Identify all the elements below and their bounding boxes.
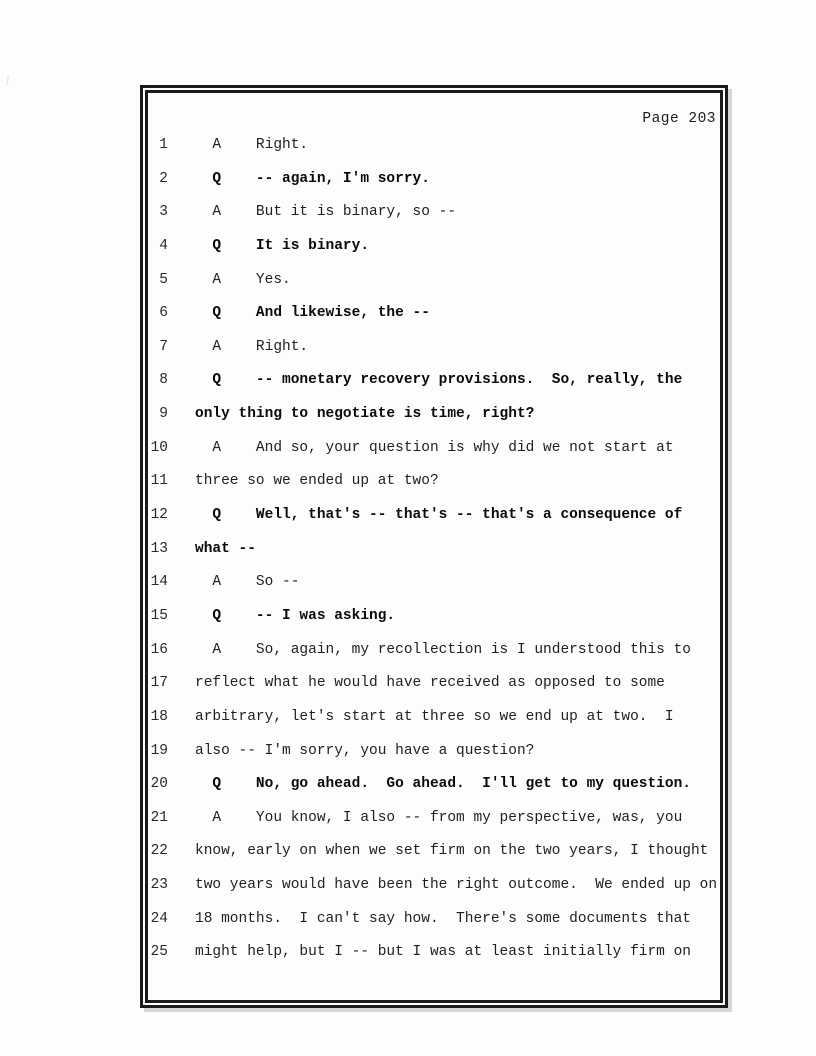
speaker-line-text: A Right. [195, 338, 309, 355]
line-number: 17 [150, 675, 168, 692]
speaker-line-text: Q No, go ahead. Go ahead. I'll get to my question. [195, 776, 691, 793]
line-number: 24 [150, 910, 168, 927]
continuation-line-text: 18 months. I can't say how. There's some documents that [195, 910, 691, 927]
scan-artifact [6, 75, 14, 86]
line-number: 22 [150, 843, 168, 860]
line-number: 12 [150, 507, 168, 524]
speaker-line-text: A Right. [195, 137, 309, 153]
line-number: 18 [150, 708, 168, 725]
transcript-line [148, 331, 720, 365]
transcript-border-frame [140, 85, 728, 1008]
line-number: 4 [159, 237, 168, 254]
transcript-line [148, 230, 720, 264]
speaker-line-text: A So, again, my recollection is I understood this to [195, 641, 691, 658]
line-number: 7 [159, 338, 168, 355]
transcript-line [148, 903, 720, 937]
continuation-line-text: only thing to negotiate is time, right? [195, 406, 535, 423]
continuation-line-text: two years would have been the right outcome. We ended up on [195, 877, 718, 894]
transcript-line [148, 398, 720, 432]
continuation-line-text: three so we ended up at two? [195, 473, 439, 490]
transcript-line [148, 566, 720, 600]
speaker-line-text: Q -- again, I'm sorry. [195, 170, 430, 187]
line-number: 14 [150, 574, 168, 591]
transcript-line [148, 499, 720, 533]
transcript-line [148, 196, 720, 230]
continuation-line-text: arbitrary, let's start at three so we end up at two. I [195, 708, 674, 725]
transcript-line [148, 264, 720, 298]
transcript-line [148, 735, 720, 769]
transcript-line [148, 465, 720, 499]
line-number: 23 [150, 877, 168, 894]
transcript-line [148, 432, 720, 466]
transcript-line [148, 768, 720, 802]
line-number: 9 [159, 406, 168, 423]
continuation-line-text: know, early on when we set firm on the two years, I thought [195, 843, 709, 860]
line-number: 20 [150, 776, 168, 793]
continuation-line-text: what -- [195, 540, 256, 557]
transcript-line [148, 533, 720, 567]
transcript-body [148, 129, 720, 970]
line-number: 16 [150, 641, 168, 658]
speaker-line-text: Q It is binary. [195, 237, 370, 254]
line-number: 11 [150, 473, 168, 490]
line-number: 10 [150, 439, 168, 456]
speaker-line-text: A You know, I also -- from my perspective, was, you [195, 809, 683, 826]
transcript-line [148, 802, 720, 836]
line-number: 21 [150, 809, 168, 826]
transcript-line [148, 163, 720, 197]
transcript-line [148, 667, 720, 701]
line-number: 8 [159, 372, 168, 389]
transcript-line [148, 129, 720, 163]
speaker-line-text: A And so, your question is why did we not start at [195, 439, 674, 456]
line-number: 19 [150, 742, 168, 759]
line-number: 13 [150, 540, 168, 557]
transcript-line [148, 869, 720, 903]
line-number: 2 [159, 170, 168, 187]
speaker-line-text: A So -- [195, 574, 300, 591]
transcript-line [148, 835, 720, 869]
line-number: 1 [159, 137, 168, 153]
transcript-line [148, 701, 720, 735]
continuation-line-text: reflect what he would have received as opposed to some [195, 675, 665, 692]
line-number: 6 [159, 305, 168, 322]
speaker-line-text: Q Well, that's -- that's -- that's a consequence of [195, 507, 683, 524]
transcript-line [148, 600, 720, 634]
continuation-line-text: might help, but I -- but I was at least initially firm on [195, 944, 691, 961]
line-number: 5 [159, 271, 168, 288]
continuation-line-text: also -- I'm sorry, you have a question? [195, 742, 535, 759]
line-number: 15 [150, 607, 168, 624]
speaker-line-text: Q -- monetary recovery provisions. So, really, the [195, 372, 683, 389]
speaker-line-text: Q -- I was asking. [195, 607, 396, 624]
line-number: 25 [150, 944, 168, 961]
speaker-line-text: A But it is binary, so -- [195, 204, 457, 221]
line-number: 3 [159, 204, 168, 221]
speaker-line-text: A Yes. [195, 271, 291, 288]
page-number-label: Page 203 [642, 111, 716, 127]
transcript-line [148, 364, 720, 398]
transcript-line [148, 634, 720, 668]
transcript-line [148, 936, 720, 970]
transcript-line [148, 297, 720, 331]
speaker-line-text: Q And likewise, the -- [195, 305, 430, 322]
